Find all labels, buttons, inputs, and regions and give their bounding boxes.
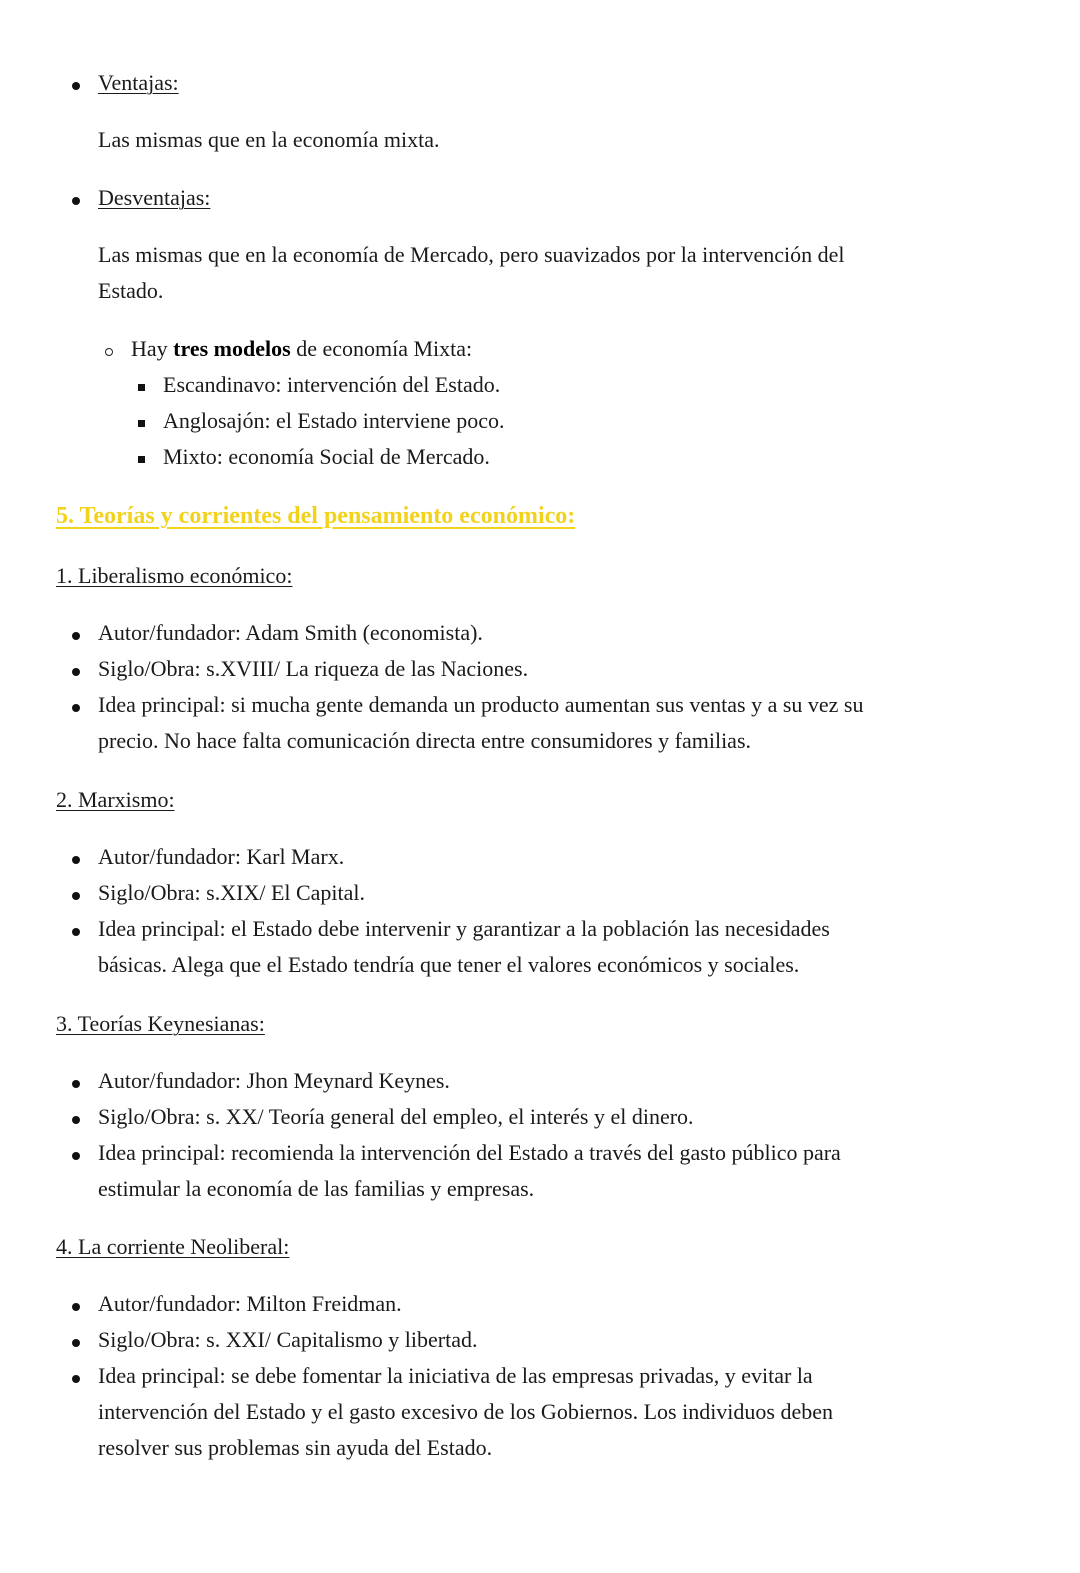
theory-line: básicas. Alega que el Estado tendría que tener el valores económicos y sociales.: [98, 952, 800, 977]
bullet-dot-icon: [72, 892, 80, 900]
ventajas-text: Las mismas que en la economía mixta.: [98, 127, 440, 152]
model-item: Mixto: economía Social de Mercado.: [163, 444, 490, 469]
model-item: Anglosajón: el Estado interviene poco.: [163, 408, 505, 433]
bullet-square-icon: [138, 456, 145, 463]
desventajas-label: Desventajas:: [98, 185, 211, 210]
theory-heading: 4. La corriente Neoliberal:: [56, 1234, 290, 1259]
theory-line: Siglo/Obra: s.XIX/ El Capital.: [98, 880, 366, 905]
theory-line: intervención del Estado y el gasto excesivo de los Gobiernos. Los individuos deben: [98, 1399, 834, 1424]
theory-line: Autor/fundador: Milton Freidman.: [98, 1291, 402, 1316]
theory-line: Idea principal: el Estado debe intervenir y garantizar a la población las necesidades: [98, 916, 830, 941]
ventajas-label: Ventajas:: [98, 70, 179, 95]
bullet-square-icon: [138, 420, 145, 427]
theory-line: Idea principal: si mucha gente demanda un producto aumentan sus ventas y a su vez su: [98, 692, 864, 717]
theory-line: resolver sus problemas sin ayuda del Estado.: [98, 1435, 493, 1460]
theory-line: Idea principal: recomienda la intervención del Estado a través del gasto público para: [98, 1140, 841, 1165]
theory-line: precio. No hace falta comunicación directa entre consumidores y familias.: [98, 728, 752, 753]
bullet-dot-icon: [72, 856, 80, 864]
bullet-dot-icon: [72, 668, 80, 676]
bullet-dot-icon: [72, 1303, 80, 1311]
bullet-dot-icon: [72, 1080, 80, 1088]
bullet-square-icon: [138, 384, 145, 391]
theory-line: estimular la economía de las familias y empresas.: [98, 1176, 535, 1201]
bullet-dot-icon: [72, 928, 80, 936]
theory-line: Siglo/Obra: s.XVIII/ La riqueza de las Naciones.: [98, 656, 529, 681]
theory-heading: 2. Marxismo:: [56, 787, 175, 812]
theory-line: Autor/fundador: Adam Smith (economista).: [98, 620, 483, 645]
theory-line: Autor/fundador: Jhon Meynard Keynes.: [98, 1068, 450, 1093]
model-item: Escandinavo: intervención del Estado.: [163, 372, 501, 397]
section-heading: 5. Teorías y corrientes del pensamiento económico:: [56, 503, 576, 529]
bullet-circle-icon: [105, 348, 113, 356]
desventajas-text-line1: Las mismas que en la economía de Mercado, pero suavizados por la intervención del: [98, 242, 845, 267]
models-intro-post: de economía Mixta:: [290, 336, 473, 361]
theory-line: Siglo/Obra: s. XXI/ Capitalismo y libertad.: [98, 1327, 478, 1352]
bullet-dot-icon: [72, 1152, 80, 1160]
models-intro-pre: Hay: [131, 336, 174, 361]
bullet-dot-icon: [72, 1375, 80, 1383]
theory-line: Autor/fundador: Karl Marx.: [98, 844, 345, 869]
theory-line: Idea principal: se debe fomentar la iniciativa de las empresas privadas, y evitar la: [98, 1363, 813, 1388]
theory-line: Siglo/Obra: s. XX/ Teoría general del empleo, el interés y el dinero.: [98, 1104, 694, 1129]
models-intro-bold: tres modelos: [173, 336, 291, 361]
bullet-dot-icon: [72, 704, 80, 712]
desventajas-text-line2: Estado.: [98, 278, 164, 303]
models-intro: [131, 336, 472, 362]
theory-heading: 1. Liberalismo económico:: [56, 563, 293, 588]
bullet-dot-icon: [72, 632, 80, 640]
theory-heading: 3. Teorías Keynesianas:: [56, 1011, 265, 1036]
bullet-dot-icon: [72, 82, 80, 90]
bullet-dot-icon: [72, 1116, 80, 1124]
bullet-dot-icon: [72, 1339, 80, 1347]
bullet-dot-icon: [72, 197, 80, 205]
